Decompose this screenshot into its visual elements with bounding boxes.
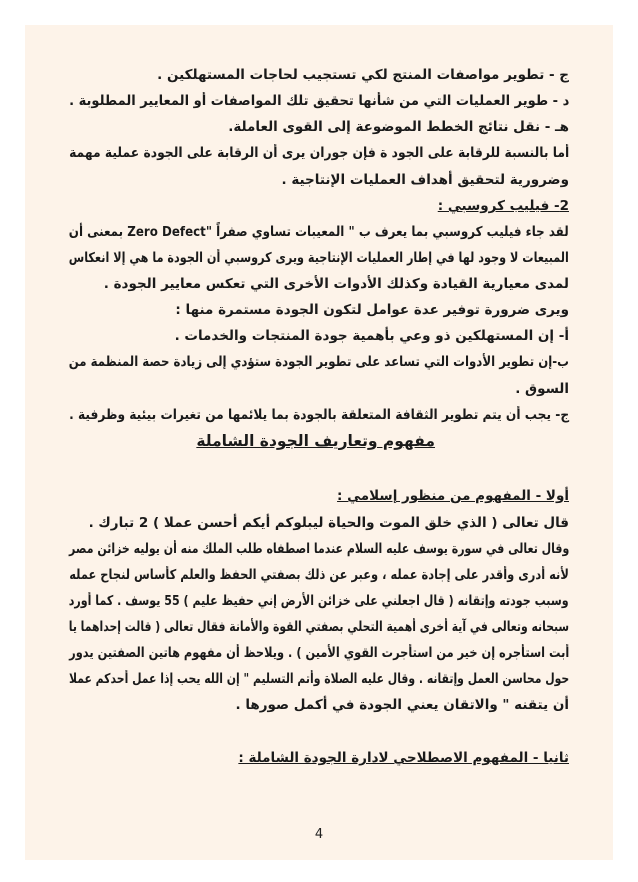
text-line: وقال تعالى في سورة يوسف عليه السلام عندما اصطفاه طلب الملك منه أن يوليه خزائن مصر: [68, 541, 569, 557]
text-line: ويرى ضرورة توفير عدة عوامل لتكون الجودة مستمرة منها :: [175, 302, 569, 318]
text-line: السوق .: [515, 381, 569, 397]
text-line: لقد جاء فيليب كروسبي بما يعرف ب " المعيبات تساوي صفراً "Zero Defect بمعنى أن: [69, 224, 569, 240]
text-line: أما بالنسبة للرقابة على الجود ة فإن جوران يرى أن الرقابة على الجودة عملية مهمة: [68, 145, 569, 161]
section-title: مفهوم وتعاريف الجودة الشاملة: [196, 432, 435, 450]
text-line: ب-إن تطوير الأدوات التي تساعد على تطوير الجودة ستؤدي إلى زيادة حصة المنظمة من: [68, 354, 569, 370]
subsection-heading: ثانيا - المفهوم الاصطلاحي لادارة الجودة الشاملة :: [238, 750, 569, 766]
text-line: ج - تطوير مواصفات المنتج لكي تستجيب لحاجات المستهلكين .: [157, 67, 569, 83]
text-line: وسبب جودته وإتقانه ( قال اجعلني على خزائن الأرض إني حفيظ عليم ) 55 يوسف . كما أورد: [69, 593, 569, 609]
text-line: د - طوير العمليات التي من شأنها تحقيق تلك المواصفات أو المعايير المطلوبة .: [68, 93, 569, 109]
page-number: 4: [314, 827, 324, 842]
text-line: لمدى معيارية القيادة وكذلك الأدوات الأخرى التي تعكس معايير الجودة .: [103, 276, 569, 292]
text-line: لأنه أدرى وأقدر على إجادة عمله ، وعبر عن ذلك بصفتي الحفظ والعلم كأساس لنجاح عمله: [69, 567, 569, 583]
subsection-heading: أولا - المفهوم من منظور إسلامي :: [337, 488, 569, 504]
text-line: هـ - نقل نتائج الخطط الموضوعة إلى القوى العاملة.: [228, 119, 569, 135]
text-line: أبت استأجره إن خير من استأجرت القوي الأمين ) . ويلاحظ أن مفهوم هاتين الصفتين يدور: [68, 645, 569, 661]
text-line: ج- يجب أن يتم تطوير الثقافة المتعلقة بالجودة بما يلائمها من تغيرات بيئية وظرفية .: [68, 407, 569, 423]
text-line: سبحانه وتعالى في آية أخرى أهمية التحلي بصفتي القوة والأمانة فقال تعالى ( قالت إحداهما يا: [68, 619, 569, 635]
text-line: المبيعات لا وجود لها في إطار العمليات الإنتاجية ويرى كروسبي أن الجودة ما هي إلا انعكاس: [68, 250, 569, 266]
text-line: حول محاسن العمل وإتقانه . وقال عليه الصلاة وأتم التسليم " إن الله يحب إذا عمل أحدكم عملا: [68, 671, 569, 687]
document-page: [25, 25, 613, 860]
text-line: أن يتقنه " والاتقان يعني الجودة في أكمل صورها .: [235, 697, 569, 713]
text-line: قال تعالى ( الذي خلق الموت والحياة ليبلوكم أيكم أحسن عملا ) 2 تبارك .: [88, 515, 569, 531]
text-line: أ- إن المستهلكين ذو وعي بأهمية جودة المنتجات والخدمات .: [174, 328, 569, 344]
text-line: وضرورية لتحقيق أهداف العمليات الإنتاجية .: [281, 172, 569, 188]
section-heading: 2- فيليب كروسبي :: [437, 198, 569, 214]
